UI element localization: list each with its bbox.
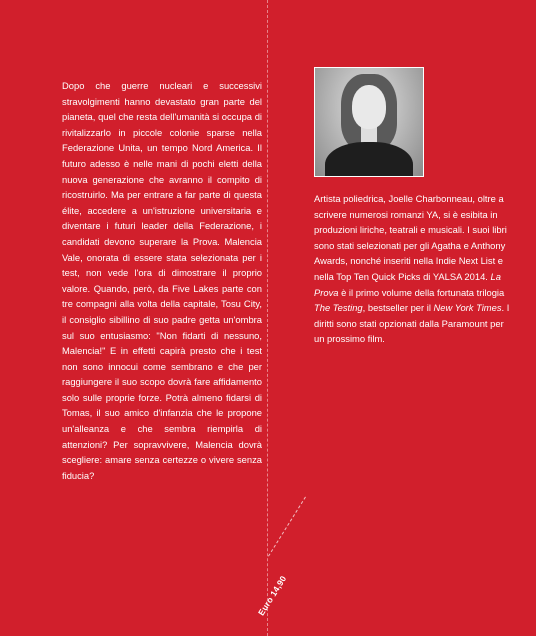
bio-part-2: è il primo volume della fortunata trilogia (338, 286, 505, 298)
author-photo-face (352, 85, 386, 129)
author-photo-body (325, 142, 413, 177)
author-flap-panel (268, 0, 536, 636)
bio-title-en: The Testing (314, 302, 363, 314)
author-photo (314, 67, 424, 177)
bio-part-4: . I diritti sono stati opzionati dalla Paramount per un prossimo film. (314, 302, 510, 345)
author-bio (314, 191, 514, 347)
bio-newspaper: New York Times (433, 302, 502, 314)
bio-title-it: La Prova (314, 270, 501, 298)
synopsis-text: Dopo che guerre nucleari e successivi stravolgimenti hanno devastato gran parte del pianeta, quel che resta dell'umanità si occupa di rivitalizzarlo in piccole colonie sparse nella Federazione Unita, un tempo Nord America. Il futuro adesso è nelle mani di pochi eletti della nuova generazione che avranno il compito di ricostruirlo. Ma per entrare a far parte di questa élite, accedere a un'istruzione universitaria e diventare i futuri leader della Federazione, i candidati devono superare la Prova. Malencia Vale, onorata di essere stata selezionata per i test, non vede l'ora di dimostrare il proprio valore. Quando, però, da Five Lakes parte con tre compagni alla volta della capitale, Tosu City, il consiglio sibillino di suo padre getta un'ombra sul suo entusiasmo: "Non fidarti di nessuno, Malencia!" E in effetti capirà presto che i test non sono innocui come sembrano e che per raggiungere il suo scopo dovrà fare affidamento solo sulle proprie forze. Potrà almeno fidarsi di Tomas, il suo amico d'infanzia che le propone un'alleanza e che sembra riempirla di attenzioni? Per sopravvivere, Malencia dovrà scegliere: amare senza certezze o vivere senza fiducia? (62, 80, 262, 481)
bio-part-1: Artista poliedrica, Joelle Charbonneau, oltre a scrivere numerosi romanzi YA, si è esibita in produzioni liriche, teatrali e musicali. I suoi libri sono stati selezionati per gli Agatha e Anthony Awards, nonché inseriti nella Indie Next List e nella Top Ten Quick Picks di YALSA 2014. (314, 193, 507, 282)
bio-part-3: , bestseller per il (362, 302, 434, 314)
price-label: Euro 14,90 (256, 573, 289, 618)
